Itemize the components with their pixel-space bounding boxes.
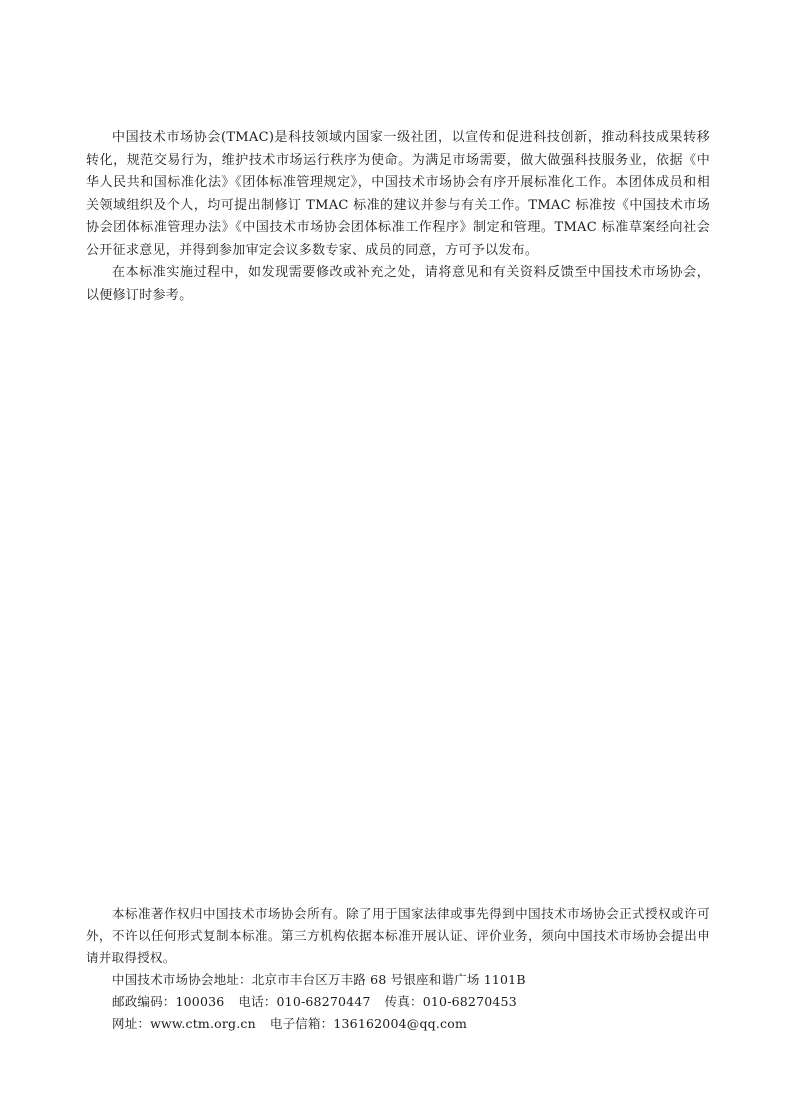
intro-section — [86, 127, 710, 307]
footer-section — [86, 903, 710, 1035]
address-line — [86, 969, 710, 991]
fax-text: 传真：010-68270453 — [384, 994, 517, 1009]
address-text: 中国技术市场协会地址：北京市丰台区万丰路 68 号银座和谐广场 1101B — [112, 972, 526, 987]
postcode-text: 邮政编码：100036 — [112, 994, 225, 1009]
intro-paragraph-2: 在本标准实施过程中，如发现需要修改或补充之处，请将意见和有关资料反馈至中国技术市场协会，以便修订时参考。 — [86, 265, 710, 303]
web-line — [86, 1013, 710, 1035]
website-link[interactable]: 网址：www.ctm.org.cn — [112, 1016, 256, 1031]
email-link[interactable]: 电子信箱：136162004@qq.com — [269, 1016, 468, 1031]
copyright-notice: 本标准著作权归中国技术市场协会所有。除了用于国家法律或事先得到中国技术市场协会正式授权或许可外，不许以任何形式复制本标准。第三方机构依据本标准开展认证、评价业务，须向中国技术市场协会提出申请并取得授权。 — [86, 906, 710, 965]
intro-paragraph-1: 中国技术市场协会(TMAC)是科技领域内国家一级社团，以宣传和促进科技创新，推动科技成果转移转化，规范交易行为，维护技术市场运行秩序为使命。为满足市场需要，做大做强科技服务业，依据《中华人民共和国标准化法》《团体标准管理规定》，中国技术市场协会有序开展标准化工作。本团体成员和相关领域组织及个人，均可提出制修订 TMAC 标准的建议并参与有关工作。TMAC 标准按《中国技术市场协会团体标准管理办法》《中国技术市场协会团体标准工作程序》制定和管理。TMAC 标准草案经向社会公开征求意见，并得到参加审定会议多数专家、成员的同意，方可予以发布。 — [86, 130, 710, 258]
phone-text: 电话：010-68270447 — [238, 994, 371, 1009]
contact-line — [86, 991, 710, 1013]
